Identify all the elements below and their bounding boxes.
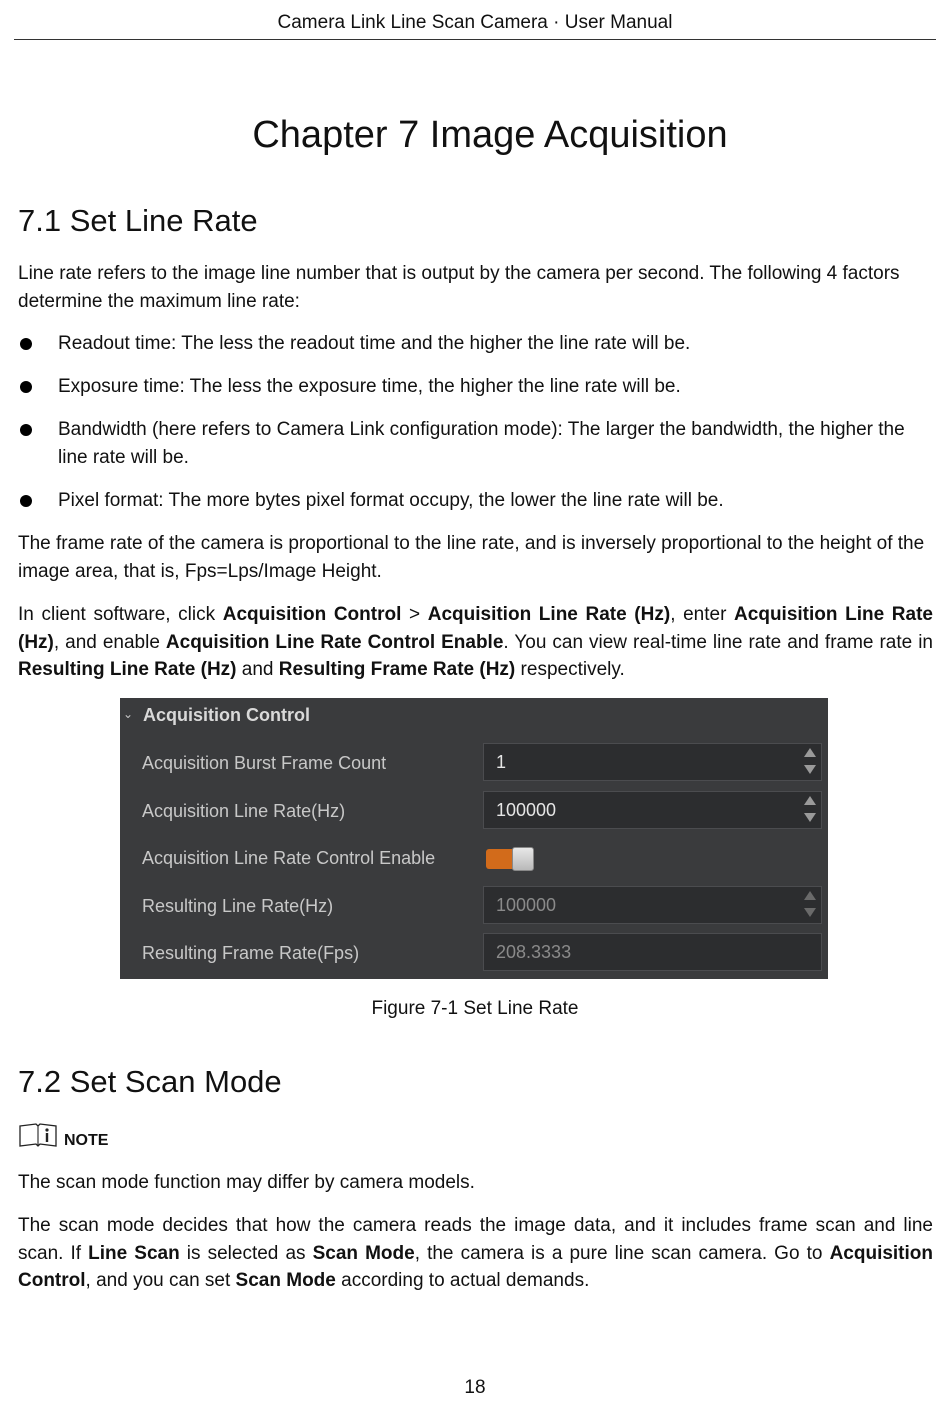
scan-mode-paragraph: The scan mode decides that how the camera reads the image data, and it includes frame scan and line scan. If Line Scan is selected as Scan Mode, the camera is a pure line scan camera. Go to Acquisition Control, and you can set Scan Mode according to actual demands. <box>18 1215 934 1291</box>
bullet-text: Bandwidth (here refers to Camera Link configuration mode): The larger the bandwidth, the higher the line rate will be. <box>58 419 905 468</box>
bullet-dot <box>20 338 32 350</box>
bullet-dot <box>20 495 32 507</box>
spin-down-icon[interactable] <box>804 765 816 774</box>
bullet-text: Exposure time: The less the exposure time, the higher the line rate will be. <box>58 376 681 397</box>
param-row-line-rate-enable <box>120 837 828 881</box>
note-block <box>18 1122 138 1152</box>
spin-buttons[interactable] <box>803 796 817 824</box>
param-label: Acquisition Line Rate Control Enable <box>142 848 436 868</box>
panel-title: Acquisition Control <box>143 705 310 725</box>
resulting-frame-rate-field <box>483 933 822 971</box>
line-rate-input[interactable] <box>483 791 822 829</box>
page-number: 18 <box>464 1377 486 1398</box>
acquisition-control-panel <box>120 698 828 979</box>
spin-buttons <box>803 891 817 919</box>
intro-paragraph: Line rate refers to the image line number that is output by the camera per second. The following 4 factors determine the maximum line rate: <box>18 263 900 312</box>
spin-buttons[interactable] <box>803 748 817 776</box>
chevron-down-icon[interactable]: ⌄ <box>123 707 134 721</box>
field-value: 100000 <box>496 800 557 820</box>
header-divider <box>14 39 936 40</box>
field-value: 208.3333 <box>496 942 572 962</box>
spin-up-icon[interactable] <box>804 748 816 757</box>
burst-frame-count-input[interactable] <box>483 743 822 781</box>
line-rate-enable-toggle[interactable] <box>486 847 536 871</box>
param-label: Acquisition Line Rate(Hz) <box>142 801 346 821</box>
frame-rate-paragraph: The frame rate of the camera is proportional to the line rate, and is inversely proportional to the height of the image area, that is, Fps=Lps/Image Height. <box>18 533 925 582</box>
spin-up-icon[interactable] <box>804 796 816 805</box>
client-paragraph: In client software, click Acquisition Control > Acquisition Line Rate (Hz), enter Acquisition Line Rate (Hz), and enable Acquisition Line Rate Control Enable. You can view real-time line rate and frame rate in Resulting Line Rate (Hz) and Resulting Frame Rate (Hz) respectively. <box>18 604 933 680</box>
param-label: Resulting Line Rate(Hz) <box>142 896 334 916</box>
panel-header[interactable] <box>120 704 828 730</box>
toggle-knob[interactable] <box>512 847 534 871</box>
field-value: 1 <box>496 752 507 772</box>
param-row-line-rate <box>120 790 828 834</box>
param-row-burst-frame-count <box>120 742 828 786</box>
note-text: The scan mode function may differ by camera models. <box>18 1172 475 1193</box>
param-label: Acquisition Burst Frame Count <box>142 753 387 773</box>
param-row-resulting-frame-rate <box>120 932 828 976</box>
header-title: Camera Link Line Scan Camera · User Manual <box>277 12 673 33</box>
bullet-text: Readout time: The less the readout time and the higher the line rate will be. <box>58 333 691 354</box>
section-title-7-1: 7.1 Set Line Rate <box>18 203 258 238</box>
param-row-resulting-line-rate <box>120 885 828 929</box>
note-label: NOTE <box>64 1132 109 1149</box>
bullet-dot <box>20 424 32 436</box>
resulting-line-rate-field <box>483 886 822 924</box>
spin-down-icon <box>804 908 816 917</box>
section-title-7-2: 7.2 Set Scan Mode <box>18 1064 282 1099</box>
bullet-dot <box>20 381 32 393</box>
spin-down-icon[interactable] <box>804 813 816 822</box>
bullet-text: Pixel format: The more bytes pixel format occupy, the lower the line rate will be. <box>58 490 724 511</box>
param-label: Resulting Frame Rate(Fps) <box>142 943 360 963</box>
field-value: 100000 <box>496 895 557 915</box>
note-book-icon <box>18 1122 58 1148</box>
spin-up-icon <box>804 891 816 900</box>
chapter-title: Chapter 7 Image Acquisition <box>252 114 728 156</box>
figure-caption: Figure 7-1 Set Line Rate <box>371 998 579 1019</box>
